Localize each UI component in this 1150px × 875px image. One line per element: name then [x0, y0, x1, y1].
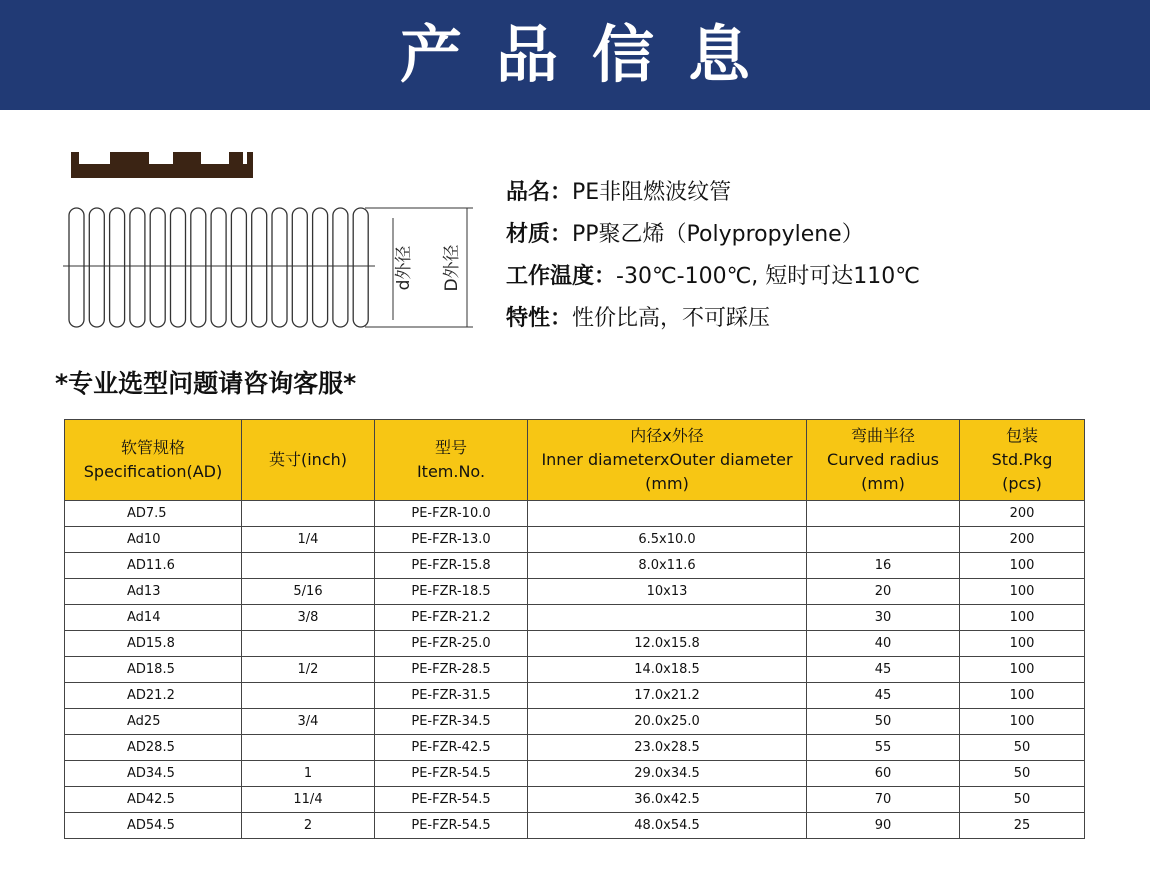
cell-inch: 3/4 [242, 709, 375, 735]
cell-item-no: PE-FZR-28.5 [375, 657, 528, 683]
cell-inch [242, 735, 375, 761]
cell-specification: AD7.5 [65, 501, 242, 527]
tube-rib [110, 208, 125, 327]
tube-rib [231, 208, 246, 327]
spec-value: 性价比高，不可踩压 [572, 306, 771, 331]
spec-label: 材质： [506, 222, 573, 247]
cell-diameter: 8.0x11.6 [528, 553, 807, 579]
cell-inch [242, 553, 375, 579]
header-inch [242, 420, 375, 501]
cell-inch [242, 683, 375, 709]
spec-label: 特性： [506, 306, 573, 331]
cell-item-no: PE-FZR-13.0 [375, 527, 528, 553]
cell-inch: 1 [242, 761, 375, 787]
spec-material [506, 214, 1126, 256]
header-line: (pcs) [1002, 474, 1042, 493]
table-row [65, 813, 1085, 839]
tube-rib [333, 208, 348, 327]
cell-curved-radius: 16 [807, 553, 960, 579]
cell-inch [242, 631, 375, 657]
tube-rib [130, 208, 145, 327]
cell-diameter: 29.0x34.5 [528, 761, 807, 787]
cell-specification: Ad10 [65, 527, 242, 553]
tube-rib [252, 208, 267, 327]
cell-diameter: 6.5x10.0 [528, 527, 807, 553]
tube-rib [211, 208, 226, 327]
spec-value: PE非阻燃波纹管 [572, 180, 732, 205]
cell-curved-radius: 60 [807, 761, 960, 787]
spec-label: 工作温度： [506, 264, 617, 289]
table-row [65, 605, 1085, 631]
cell-diameter: 48.0x54.5 [528, 813, 807, 839]
cell-inch: 5/16 [242, 579, 375, 605]
tube-rib [272, 208, 287, 327]
header-line: (mm) [861, 474, 905, 493]
tube-rib [69, 208, 84, 327]
table-row [65, 683, 1085, 709]
header-specification [65, 420, 242, 501]
cell-inch: 1/2 [242, 657, 375, 683]
corrugation-profile [71, 152, 253, 178]
cell-diameter: 17.0x21.2 [528, 683, 807, 709]
cell-std-pkg: 200 [960, 527, 1085, 553]
cell-inch: 11/4 [242, 787, 375, 813]
cell-diameter [528, 501, 807, 527]
cell-diameter: 10x13 [528, 579, 807, 605]
cell-item-no: PE-FZR-10.0 [375, 501, 528, 527]
product-drawing [55, 140, 495, 340]
tube-rib [150, 208, 165, 327]
cell-inch [242, 501, 375, 527]
cell-specification: AD21.2 [65, 683, 242, 709]
cell-item-no: PE-FZR-54.5 [375, 787, 528, 813]
cell-item-no: PE-FZR-21.2 [375, 605, 528, 631]
header-diameter [528, 420, 807, 501]
table-row [65, 761, 1085, 787]
cell-item-no: PE-FZR-54.5 [375, 761, 528, 787]
cell-std-pkg: 50 [960, 761, 1085, 787]
table-row [65, 657, 1085, 683]
table-row [65, 709, 1085, 735]
table-row [65, 631, 1085, 657]
title-banner [0, 0, 1150, 110]
cell-std-pkg: 200 [960, 501, 1085, 527]
table-row [65, 527, 1085, 553]
inner-diameter-label: d外径 [394, 245, 414, 291]
cell-diameter: 36.0x42.5 [528, 787, 807, 813]
cell-std-pkg: 100 [960, 683, 1085, 709]
cell-std-pkg: 100 [960, 605, 1085, 631]
table-row [65, 735, 1085, 761]
cell-specification: Ad13 [65, 579, 242, 605]
table-row [65, 579, 1085, 605]
cell-curved-radius: 55 [807, 735, 960, 761]
tube-rib [313, 208, 328, 327]
cell-std-pkg: 100 [960, 657, 1085, 683]
outer-diameter-label: D外径 [442, 244, 462, 292]
table-row [65, 787, 1085, 813]
cell-inch: 2 [242, 813, 375, 839]
cell-specification: AD42.5 [65, 787, 242, 813]
cell-specification: Ad14 [65, 605, 242, 631]
tube-rib [171, 208, 186, 327]
spec-temperature [506, 256, 1126, 298]
cell-specification: AD18.5 [65, 657, 242, 683]
tube-rib [191, 208, 206, 327]
cell-item-no: PE-FZR-34.5 [375, 709, 528, 735]
cell-diameter: 12.0x15.8 [528, 631, 807, 657]
cell-curved-radius: 40 [807, 631, 960, 657]
cell-curved-radius: 90 [807, 813, 960, 839]
header-line: Item.No. [416, 462, 486, 481]
cell-item-no: PE-FZR-54.5 [375, 813, 528, 839]
page-title: 产品信息 [399, 18, 784, 91]
cell-diameter: 23.0x28.5 [528, 735, 807, 761]
consult-note: *专业选型问题请咨询客服* [55, 369, 357, 398]
header-line: Inner diameterxOuter diameter [541, 450, 793, 469]
cell-curved-radius: 50 [807, 709, 960, 735]
cell-specification: AD15.8 [65, 631, 242, 657]
cell-specification: Ad25 [65, 709, 242, 735]
cell-curved-radius [807, 527, 960, 553]
tube-rib [292, 208, 307, 327]
cell-item-no: PE-FZR-15.8 [375, 553, 528, 579]
cell-std-pkg: 25 [960, 813, 1085, 839]
table-body [65, 501, 1085, 839]
spec-value: -30℃-100℃, 短时可达110℃ [616, 264, 920, 289]
header-line: 英寸(inch) [268, 450, 347, 469]
spec-name [506, 172, 1126, 214]
table-row [65, 501, 1085, 527]
header-line: 弯曲半径 [850, 426, 915, 445]
cell-item-no: PE-FZR-42.5 [375, 735, 528, 761]
product-specs [506, 172, 1126, 340]
cell-item-no: PE-FZR-25.0 [375, 631, 528, 657]
cell-curved-radius: 20 [807, 579, 960, 605]
cell-specification: AD34.5 [65, 761, 242, 787]
table-header-row [65, 420, 1085, 501]
cell-std-pkg: 100 [960, 553, 1085, 579]
header-std-pkg [960, 420, 1085, 501]
specification-table [64, 419, 1085, 839]
cell-inch: 1/4 [242, 527, 375, 553]
cell-std-pkg: 100 [960, 709, 1085, 735]
header-line: 包装 [1005, 426, 1038, 445]
cell-specification: AD28.5 [65, 735, 242, 761]
cell-diameter: 14.0x18.5 [528, 657, 807, 683]
cell-std-pkg: 100 [960, 631, 1085, 657]
header-line: (mm) [645, 474, 689, 493]
tube-rib [353, 208, 368, 327]
cell-diameter: 20.0x25.0 [528, 709, 807, 735]
cell-std-pkg: 100 [960, 579, 1085, 605]
tube-ribs [69, 208, 368, 327]
cell-curved-radius: 70 [807, 787, 960, 813]
table-row [65, 553, 1085, 579]
cell-diameter [528, 605, 807, 631]
cell-curved-radius [807, 501, 960, 527]
header-line: Std.Pkg [991, 450, 1053, 469]
header-line: 软管规格 [120, 438, 185, 457]
cell-specification: AD11.6 [65, 553, 242, 579]
header-curved-radius [807, 420, 960, 501]
header-item-no [375, 420, 528, 501]
cell-curved-radius: 45 [807, 657, 960, 683]
spec-feature [506, 298, 1126, 340]
spec-value: PP聚乙烯（Polypropylene） [572, 222, 864, 247]
header-line: 型号 [434, 438, 467, 457]
header-line: Curved radius [827, 450, 939, 469]
cell-curved-radius: 30 [807, 605, 960, 631]
spec-label: 品名： [506, 180, 573, 205]
cell-std-pkg: 50 [960, 787, 1085, 813]
cell-curved-radius: 45 [807, 683, 960, 709]
cell-inch: 3/8 [242, 605, 375, 631]
cell-std-pkg: 50 [960, 735, 1085, 761]
header-line: Specification(AD) [83, 462, 223, 481]
cell-specification: AD54.5 [65, 813, 242, 839]
cell-item-no: PE-FZR-31.5 [375, 683, 528, 709]
cell-item-no: PE-FZR-18.5 [375, 579, 528, 605]
header-line: 内径x外径 [630, 426, 704, 445]
tube-rib [89, 208, 104, 327]
